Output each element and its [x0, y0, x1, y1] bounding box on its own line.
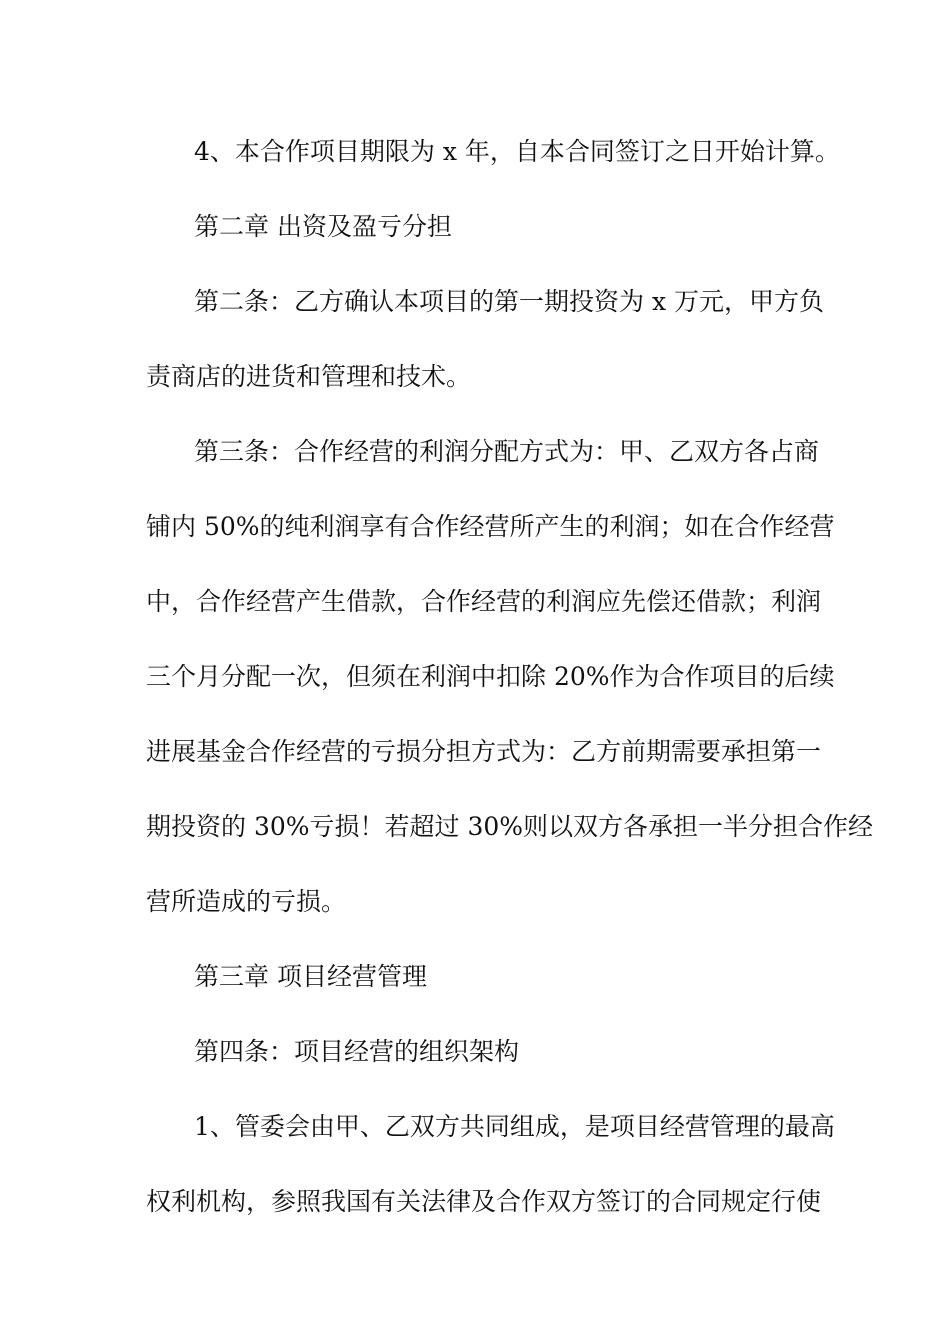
paragraph-line: 进展基金合作经营的亏损分担方式为：乙方前期需要承担第一 [146, 737, 822, 766]
paragraph-line: 4、本合作项目期限为 x 年，自本合同签订之日开始计算。 [194, 137, 840, 166]
paragraph-line: 铺内 50%的纯利润享有合作经营所产生的利润；如在合作经营 [146, 512, 835, 541]
paragraph-line: 中，合作经营产生借款，合作经营的利润应先偿还借款；利润 [146, 587, 822, 616]
paragraph-line: 权利机构，参照我国有关法律及合作双方签订的合同规定行使 [146, 1187, 822, 1216]
paragraph-line: 第二条：乙方确认本项目的第一期投资为 x 万元，甲方负 [194, 287, 824, 316]
paragraph-line: 责商店的进货和管理和技术。 [146, 362, 472, 391]
paragraph-line: 营所造成的亏损。 [146, 887, 347, 916]
chapter-heading: 第三章 项目经营管理 [194, 962, 427, 991]
paragraph-line: 第三条：合作经营的利润分配方式为：甲、乙双方各占商 [194, 437, 820, 466]
paragraph-line: 三个月分配一次，但须在利润中扣除 20%作为合作项目的后续 [146, 662, 835, 691]
article-heading: 第四条：项目经营的组织架构 [194, 1037, 520, 1066]
paragraph-line: 期投资的 30%亏损！若超过 30%则以双方各承担一半分担合作经 [146, 812, 874, 841]
chapter-heading: 第二章 出资及盈亏分担 [194, 212, 452, 241]
paragraph-line: 1、管委会由甲、乙双方共同组成，是项目经营管理的最高 [194, 1112, 835, 1141]
